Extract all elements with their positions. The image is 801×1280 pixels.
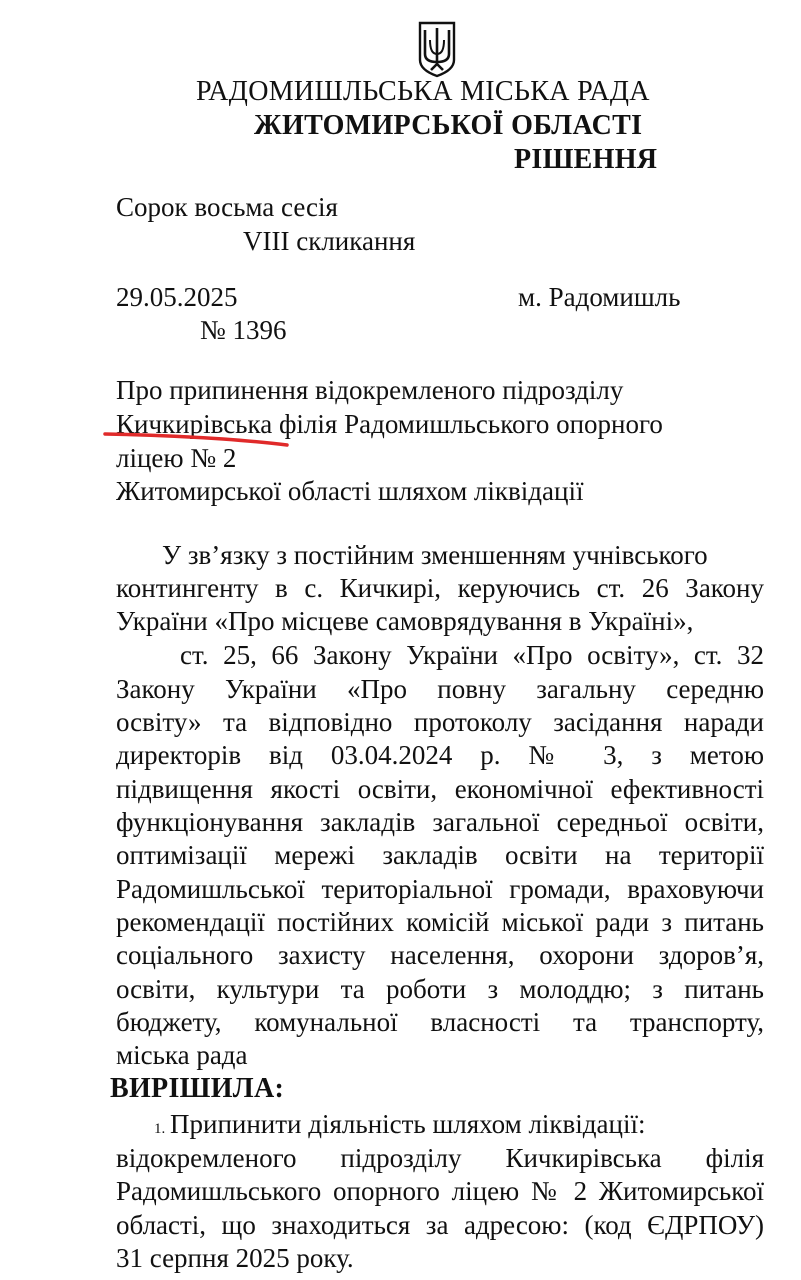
item-line: відокремленого підрозділу Кичкирівська філія bbox=[116, 1143, 764, 1173]
convocation-line: VIII скликання bbox=[243, 226, 416, 256]
item-line: Радомишльського опорного ліцею № 2 Житомирської bbox=[116, 1176, 764, 1206]
body-line: Радомишльської територіальної громади, враховуючи bbox=[116, 874, 764, 904]
subject-line-2: Кичкирівська філія Радомишльського опорного bbox=[116, 409, 663, 439]
subject-line-3: ліцею № 2 bbox=[116, 443, 237, 473]
subject-highlighted-word: Кичкирівська bbox=[116, 409, 273, 439]
document-type-title: РІШЕННЯ bbox=[514, 144, 658, 175]
subject-line-4: Житомирської області шляхом ліквідації bbox=[116, 476, 584, 506]
trident-emblem-icon bbox=[416, 20, 458, 78]
decision-date: 29.05.2025 bbox=[116, 282, 238, 312]
body-line: оптимізації мережі закладів освіти на території bbox=[116, 840, 764, 870]
city-name: м. Радомишль bbox=[518, 282, 681, 312]
body-line: міська рада bbox=[116, 1040, 248, 1070]
item-number: 1. bbox=[154, 1121, 166, 1137]
body-line: ст. 25, 66 Закону України «Про освіту», ст. 32 bbox=[180, 640, 764, 670]
body-line: освіти, культури та роботи з молоддю; з питань bbox=[116, 974, 764, 1004]
body-line: освіту» та відповідно протоколу засідання наради bbox=[116, 707, 764, 737]
body-line: контингенту в с. Кичкирі, керуючись ст. 26 Закону bbox=[116, 573, 764, 603]
body-line: У зв’язку з постійним зменшенням учнівського bbox=[162, 540, 708, 570]
decided-heading: ВИРІШИЛА: bbox=[110, 1073, 285, 1104]
item-line: 31 серпня 2025 року. bbox=[116, 1243, 354, 1273]
item-line: Припинити діяльність шляхом ліквідації: bbox=[170, 1109, 646, 1139]
item-line: області, що знаходиться за адресою: (код ЄДРПОУ) bbox=[116, 1210, 764, 1240]
body-line: рекомендації постійних комісій міської ради з питань bbox=[116, 907, 764, 937]
body-line: соціального захисту населення, охорони здоров’я, bbox=[116, 940, 764, 970]
region-name: ЖИТОМИРСЬКОЇ ОБЛАСТІ bbox=[254, 110, 643, 141]
body-line: України «Про місцеве самоврядування в Україні», bbox=[116, 606, 694, 636]
council-name: РАДОМИШЛЬСЬКА МІСЬКА РАДА bbox=[196, 76, 650, 107]
body-line: підвищення якості освіти, економічної ефективності bbox=[116, 774, 764, 804]
decision-number: № 1396 bbox=[200, 315, 287, 345]
subject-line-1: Про припинення відокремленого підрозділу bbox=[116, 375, 624, 405]
session-line: Сорок восьма сесія bbox=[116, 192, 338, 222]
body-line: функціонування закладів загальної середньої освіти, bbox=[116, 807, 764, 837]
body-line: директорів від 03.04.2024 р. № 3, з метою bbox=[116, 740, 764, 770]
body-line: Закону України «Про повну загальну середню bbox=[116, 674, 764, 704]
body-line: бюджету, комунальної власності та транспорту, bbox=[116, 1007, 764, 1037]
